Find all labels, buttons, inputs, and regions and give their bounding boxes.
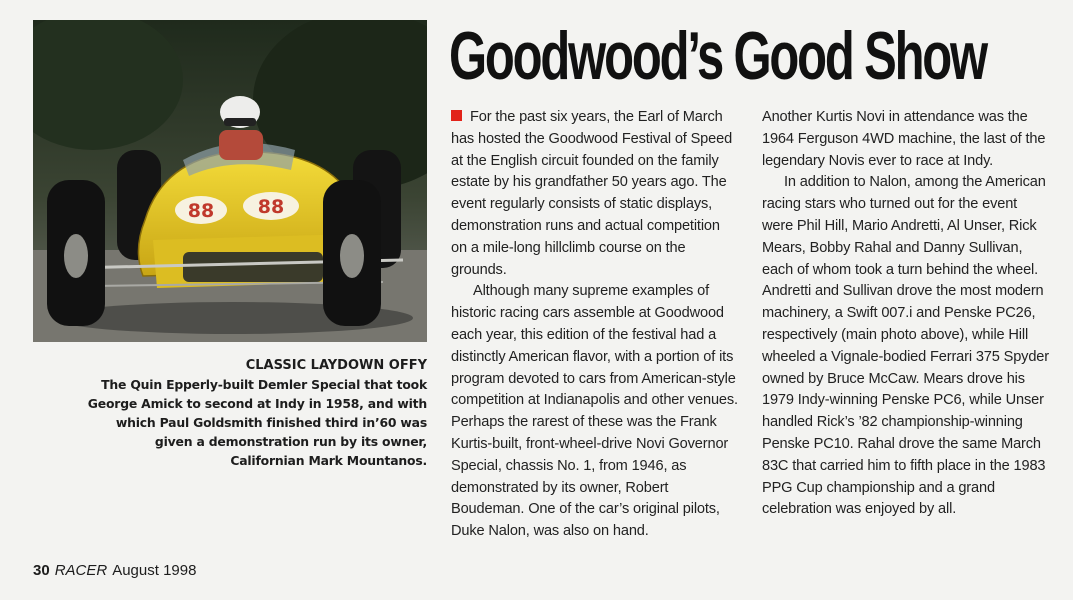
article-column-1: [451, 107, 739, 543]
issue-date: August 1998: [112, 562, 197, 579]
article-paragraph-1: For the past six years, the Earl of March has hosted the Goodwood Festival of Speed at the English circuit founded on the family estate by his grandfather 50 years ago. The event regularly consists of static displays, demonstration runs and actual competition on a mile-long hillclimb course on the grounds.: [451, 109, 733, 278]
article-paragraph-3: Another Kurtis Novi in attendance was the 1964 Ferguson 4WD machine, the last of the legendary Novis ever to race at Indy.: [762, 109, 1046, 169]
race-car-photo: [33, 20, 427, 342]
page-footer: [33, 562, 196, 579]
article-paragraph-2: Although many supreme examples of historic racing cars assemble at Goodwood each year, this edition of the festival had a distinctly American flavor, with a portion of its program devoted to cars from American-style competition at Indianapolis and other venues. Perhaps the rarest of these was the Frank Kurtis-built, front-wheel-drive Novi Governor Special, chassis No. 1, from 1946, as demonstrated by its owner, Robert Boudeman. One of the car’s original pilots, Duke Nalon, was also on hand.: [451, 283, 738, 540]
red-square-marker-icon: [451, 110, 462, 121]
driver-body: [219, 130, 263, 160]
magazine-name: RACER: [54, 562, 108, 579]
article-column-2: [762, 107, 1050, 521]
driver-goggles: [224, 118, 256, 126]
photo-caption: [87, 356, 427, 470]
caption-title: CLASSIC LAYDOWN OFFY: [245, 358, 427, 373]
page-number: 30: [33, 562, 50, 579]
article-paragraph-4: In addition to Nalon, among the American racing stars who turned out for the event were Phil Hill, Mario Andretti, Al Unser, Rick Mears, Bobby Rahal and Danny Sullivan, each of whom took a turn behind the wheel. Andretti and Sullivan drove the most modern machinery, a Swift 007.i and Penske PC26, respectively (main photo above), while Hill wheeled a Vignale-bodied Ferrari 375 Spyder owned by Bruce McCaw. Mears drove his 1979 Indy-winning Penske PC6, while Unser handled Rick’s ’82 championship-winning Penske PC10. Rahal drove the same March 83C that carried him to fifth place in the 1983 PPG Cup championship and a grand celebration was enjoyed by all.: [762, 174, 1049, 518]
car-number-right: 88: [257, 196, 285, 218]
front-left-hub: [64, 234, 88, 278]
car-number-left: 88: [187, 200, 215, 222]
article-headline: Goodwood’s Good Show: [449, 18, 986, 94]
grille: [183, 252, 323, 282]
front-right-hub: [340, 234, 364, 278]
caption-body: The Quin Epperly-built Demler Special that took George Amick to second at Indy in 1958, and with which Paul Goldsmith finished third in’60 was given a demonstration run by its owner, Californian Mark Mountanos.: [87, 377, 427, 468]
